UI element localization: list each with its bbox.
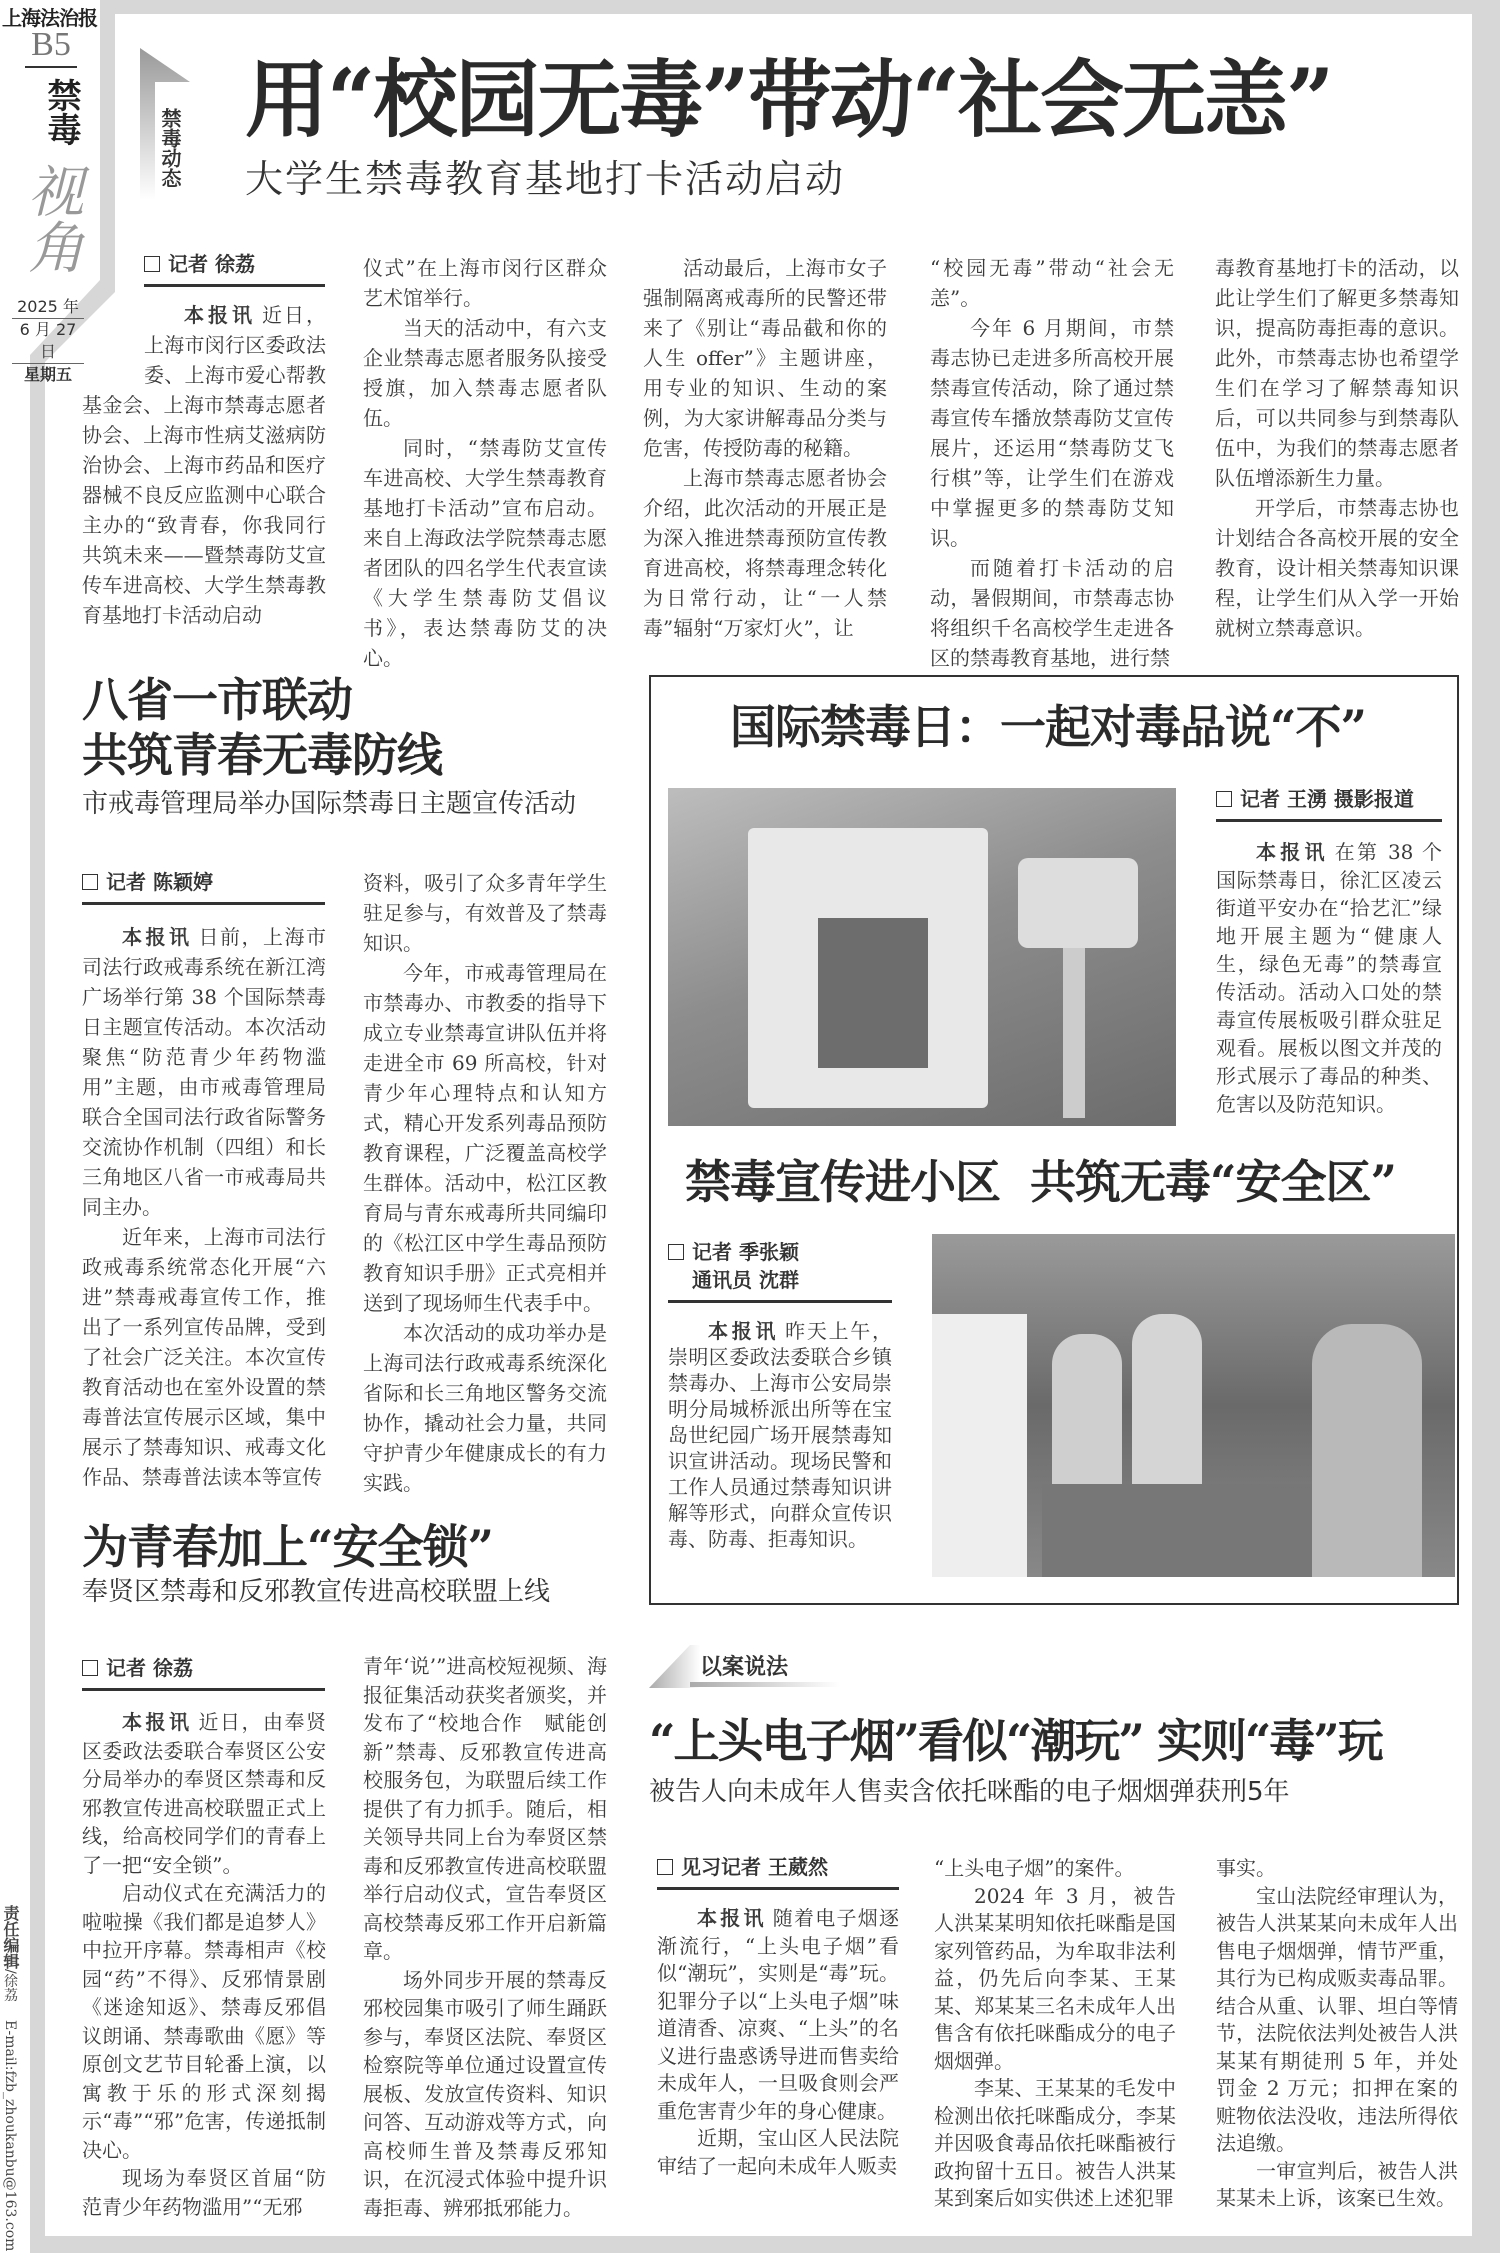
byline-box-icon [657, 1859, 673, 1875]
paragraph-text: 随着电子烟逐渐流行，“上头电子烟”看似“潮玩”，实则是“毒”玩。犯罪分子以“上头电子烟”味道清香、凉爽、“上头”的名义进行蛊惑诱导进而售卖给未成年人，一旦吸食则会严重危害青少年的身心健康。 [657, 1906, 899, 2123]
photo-drug-awareness-display [668, 788, 1176, 1126]
section-title: 禁毒 [41, 78, 81, 146]
lead-label: 本报讯 [697, 1906, 767, 1930]
paragraph: 青年‘说’”进高校短视频、海报征集活动获奖者颁奖，并发布了“校地合作 赋能创新”禁毒、反邪教宣传进高校服务包，为联盟后续工作提供了有力抓手。随后，相关领导共同上台为奉贤区禁毒和反邪教宣传进高校联盟举行启动仪式，宣告奉贤区高校禁毒反邪工作开启新篇章。 [363, 1654, 607, 1963]
article1-column-4 [930, 253, 1174, 673]
article5-subheadline: 被告人向未成年人售卖含依托咪酯的电子烟烟弹获刑5年 [649, 1777, 1290, 1807]
byline-text: 记者 王湧 摄影报道 [1240, 787, 1414, 811]
byline-text: 记者 陈颖婷 [106, 870, 213, 894]
paragraph: 2024 年 3 月，被告人洪某某明知依托咪酯是国家列管药品，为牟取非法利益，仍先后向李某、王某某、郑某某三名未成年人出售含有依托咪酯成分的电子烟烟弹。 [934, 1883, 1176, 2073]
date-day: 6 月 27 日 [12, 319, 84, 364]
paragraph: 当天的活动中，有六支企业禁毒志愿者服务队接受授旗，加入禁毒志愿者队伍。 [363, 316, 607, 430]
case-tag-wedge [649, 1645, 700, 1688]
paragraph: 开学后，市禁毒志协也计划结合各高校开展的安全教育，设计相关禁毒知识课程，让学生们从入学一开始就树立禁毒意识。 [1215, 496, 1459, 640]
paragraph: 现场为奉贤区首届“防范青少年药物滥用”“无邪 [82, 2166, 326, 2219]
article1-column-2 [363, 253, 607, 673]
paragraph: “校园无毒”带动“社会无恙”。 [930, 256, 1174, 310]
paragraph-text: 日前，上海市司法行政戒毒系统在新江湾广场举行第 38 个国际禁毒日主题宣传活动。本次活动聚焦“防范青少年药物滥用”主题，由市戒毒管理局联合全国司法行政省际警务交流协作机制（四组）和长三角地区八省一市戒毒局共同主办。 [82, 925, 326, 1219]
byline-box-icon [1216, 791, 1232, 807]
photo-police-outreach [932, 1234, 1455, 1577]
paragraph: 近年来，上海市司法行政戒毒系统常态化开展“六进”禁毒戒毒宣传工作，推出了一系列宣传品牌，受到了社会广泛关注。本次宣传教育活动也在室外设置的禁毒普法宣传展示区域，集中展示了禁毒知识、戒毒文化作品、禁毒普法读本等宣传 [82, 1225, 326, 1489]
article3b-byline [668, 1238, 892, 1303]
paragraph: 毒教育基地打卡的活动，以此让学生们了解更多禁毒知识，提高防毒拒毒的意识。此外，市禁毒志协也希望学生们在学习了解禁毒知识后，可以共同参与到禁毒队伍中，为我们的禁毒志愿者队伍增添新生力量。 [1215, 256, 1459, 490]
article3b-headline: 禁毒宣传进小区 共筑无毒“安全区” [685, 1155, 1396, 1209]
editor-name: /徐荔 [2, 1969, 18, 2002]
article1-column-5 [1215, 253, 1459, 643]
article2-column-1 [82, 922, 326, 1492]
paragraph: “上头电子烟”的案件。 [934, 1856, 1135, 1880]
article2-subheadline: 市戒毒管理局举办国际禁毒日主题宣传活动 [82, 789, 577, 819]
byline-box-icon [82, 874, 98, 890]
paragraph: 场外同步开展的禁毒反邪校园集市吸引了师生踊跃参与，奉贤区法院、奉贤区检察院等单位通过设置宣传展板、发放宣传资料、知识问答、互动游戏等方式，向高校师生普及禁毒反邪知识，在沉浸式体验中提升识毒拒毒、辨邪抵邪能力。 [363, 1967, 607, 2220]
issue-date [12, 296, 84, 386]
byline-text: 见习记者 王葳然 [681, 1855, 828, 1879]
paragraph [1216, 838, 1442, 1118]
date-weekday: 星期五 [23, 365, 72, 384]
editor-email: E-mail:fzb_zhoukanbu@163.com [2, 2020, 18, 2252]
article1-column-3 [643, 253, 887, 643]
byline-box-icon [144, 256, 160, 272]
newspaper-logo: 上海法治报 [2, 6, 97, 30]
lead-label: 本报讯 [122, 1710, 193, 1734]
paragraph: 同时，“禁毒防艾宣传车进高校、大学生禁毒教育基地打卡活动”宣布启动。来自上海政法学院禁毒志愿者团队的四名学生代表宣读《大学生禁毒防艾倡议书》，表达禁毒防艾的决心。 [363, 436, 607, 670]
page-number: B5 [25, 26, 77, 68]
article1-byline [144, 250, 325, 287]
paragraph: 资料，吸引了众多青年学生驻足参与，有效普及了禁毒知识。 [363, 871, 607, 955]
paragraph-text: 近日，由奉贤区委政法委联合奉贤区公安分局举办的奉贤区禁毒和反邪教宣传进高校联盟正式上线，给高校同学们的青春上了一把“安全锁”。 [82, 1710, 326, 1877]
paragraph: 仪式”在上海市闵行区群众艺术馆举行。 [363, 256, 607, 310]
article2-headline-line2: 共筑青春无毒防线 [82, 728, 442, 782]
article4-byline [82, 1654, 325, 1691]
date-year: 2025 年 [12, 296, 84, 319]
paragraph [82, 1708, 326, 1879]
article4-column-2 [363, 1652, 607, 2222]
byline-text-2: 通讯员 沈群 [692, 1268, 799, 1292]
article5-headline: “上头电子烟”看似“潮玩” 实则“毒”玩 [649, 1714, 1382, 1768]
article5-byline [657, 1853, 899, 1890]
article5-column-3 [1216, 1855, 1458, 2213]
byline-text: 记者 徐荔 [106, 1656, 193, 1680]
byline-box-icon [668, 1244, 684, 1260]
paragraph: 今年，市戒毒管理局在市禁毒办、市教委的指导下成立专业禁毒宣讲队伍并将走进全市 69 所高校，针对青少年心理特点和认知方式，精心开发系列毒品预防教育课程，广泛覆盖高校学生群体。活动中，松江区教育局与青东戒毒所共同编印的《松江区中学生毒品预防教育知识手册》正式亮相并送到了现场师生代表手中。 [363, 961, 607, 1315]
article3-byline [1216, 785, 1442, 822]
paragraph: 近期，宝山区人民法院审结了一起向未成年人贩卖 [657, 2126, 899, 2178]
paragraph: 活动最后，上海市女子强制隔离戒毒所的民警还带来了《别让“毒品截和你的人生 offer”》主题讲座，用专业的知识、生动的案例，为大家讲解毒品分类与危害，传授防毒的秘籍。 [643, 256, 887, 460]
editor-label: 责任编辑 [1, 1905, 20, 1969]
lead-label: 本报讯 [1256, 840, 1329, 864]
byline-text: 记者 徐荔 [168, 252, 255, 276]
article3-headline: 国际禁毒日：一起对毒品说“不” [730, 700, 1366, 754]
article5-column-1 [657, 1905, 899, 2180]
paragraph-text: 昨天上午，崇明区委政法委联合乡镇禁毒办、上海市公安局崇明分局城桥派出所等在宝岛世纪园广场开展禁毒知识宣讲活动。现场民警和工作人员通过禁毒知识讲解等形式，向群众宣传识毒、防毒、拒毒知识。 [668, 1319, 893, 1551]
paragraph: 一审宣判后，被告人洪某某未上诉，该案已生效。 [1216, 2158, 1458, 2210]
paragraph: 上海市禁毒志愿者协会介绍，此次活动的开展正是为深入推进禁毒预防宣传教育进高校，将禁毒理念转化为日常行动，让“一人禁毒”辐射“万家灯火”，让 [643, 466, 887, 640]
paragraph: 启动仪式在充满活力的啦啦操《我们都是追梦人》中拉开序幕。禁毒相声《校园“药”不得》、反邪情景剧《迷途知返》、禁毒反邪倡议朗诵、禁毒歌曲《愿》等原创文艺节目轮番上演，以寓教于乐的形式深刻揭示“毒”“邪”危害，传递抵制决心。 [82, 1881, 326, 2162]
section-title-calligraphy: 视角 [19, 162, 84, 274]
article2-column-2 [363, 868, 607, 1498]
paragraph-text: 近日，上海市闵行区委政法委、上海市爱心帮教基金会、上海市禁毒志愿者协会、上海市性病艾滋病防治协会、上海市药品和医疗器械不良反应监测中心联合主办的“致青春，你我同行共筑未来——暨禁毒防艾宣传车进高校、大学生禁毒教育基地打卡活动启动 [82, 303, 326, 627]
article2-byline [82, 868, 325, 905]
paragraph [82, 922, 326, 1222]
article1-headline: 用“校园无毒”带动“社会无恙” [245, 50, 1333, 149]
paragraph: 李某、王某某的毛发中检测出依托咪酯成分，李某并因吸食毒品依托咪酯被行政拘留十五日。被告人洪某某到案后如实供述上述犯罪 [934, 2076, 1176, 2210]
article4-subheadline: 奉贤区禁毒和反邪教宣传进高校联盟上线 [82, 1577, 551, 1607]
paragraph: 今年 6 月期间，市禁毒志协已走进多所高校开展禁毒宣传活动，除了通过禁毒宣传车播放禁毒防艾宣传展片，还运用“禁毒防艾飞行棋”等，让学生们在游戏中掌握更多的禁毒防艾知识。 [930, 316, 1174, 550]
paragraph: 宝山法院经审理认为，被告人洪某某向未成年人出售电子烟烟弹，情节严重，其行为已构成贩卖毒品罪。结合从重、认罪、坦白等情节，法院依法判处被告人洪某某有期徒刑 5 年，并处罚金 2 万元；扣押在案的赃物依法没收，违法所得依法追缴。 [1216, 1883, 1458, 2155]
article2-headline-line1: 八省一市联动 [82, 673, 352, 727]
article4-headline: 为青春加上“安全锁” [82, 1520, 493, 1574]
section-tag: 禁毒动态 [158, 108, 182, 188]
article1-subheadline: 大学生禁毒教育基地打卡活动启动 [245, 157, 846, 201]
paragraph [657, 1905, 899, 2125]
byline-box-icon [82, 1660, 98, 1676]
article5-column-2 [934, 1855, 1176, 2213]
paragraph: 而随着打卡活动的启动，暑假期间，市禁毒志协将组织千名高校学生走进各区的禁毒教育基地，进行禁 [930, 556, 1174, 670]
editor-credit [0, 1905, 22, 2252]
paragraph [668, 1318, 892, 1552]
article3b-body [668, 1318, 892, 1552]
paragraph-text: 在第 38 个国际禁毒日，徐汇区凌云街道平安办在“拾艺汇”绿地开展主题为“健康人生，绿色无毒”的禁毒宣传活动。活动入口处的禁毒宣传展板吸引群众驻足观看。展板以图文并茂的形式展示了毒品的种类、危害以及防范知识。 [1216, 840, 1443, 1116]
case-section-tag: 以案说法 [700, 1655, 789, 1680]
article3-body [1216, 838, 1442, 1118]
lead-label: 本报讯 [122, 925, 193, 949]
byline-text: 记者 季张颖 [692, 1240, 799, 1264]
paragraph: 事实。 [1216, 1856, 1276, 1880]
paragraph: 本次活动的成功举办是上海司法行政戒毒系统深化省际和长三角地区警务交流协作，撬动社会力量，共同守护青少年健康成长的有力实践。 [363, 1321, 607, 1495]
lead-label: 本报讯 [708, 1319, 780, 1343]
article4-column-1 [82, 1708, 326, 2221]
article1-column-1 [82, 300, 326, 630]
lead-label: 本报讯 [184, 303, 256, 327]
